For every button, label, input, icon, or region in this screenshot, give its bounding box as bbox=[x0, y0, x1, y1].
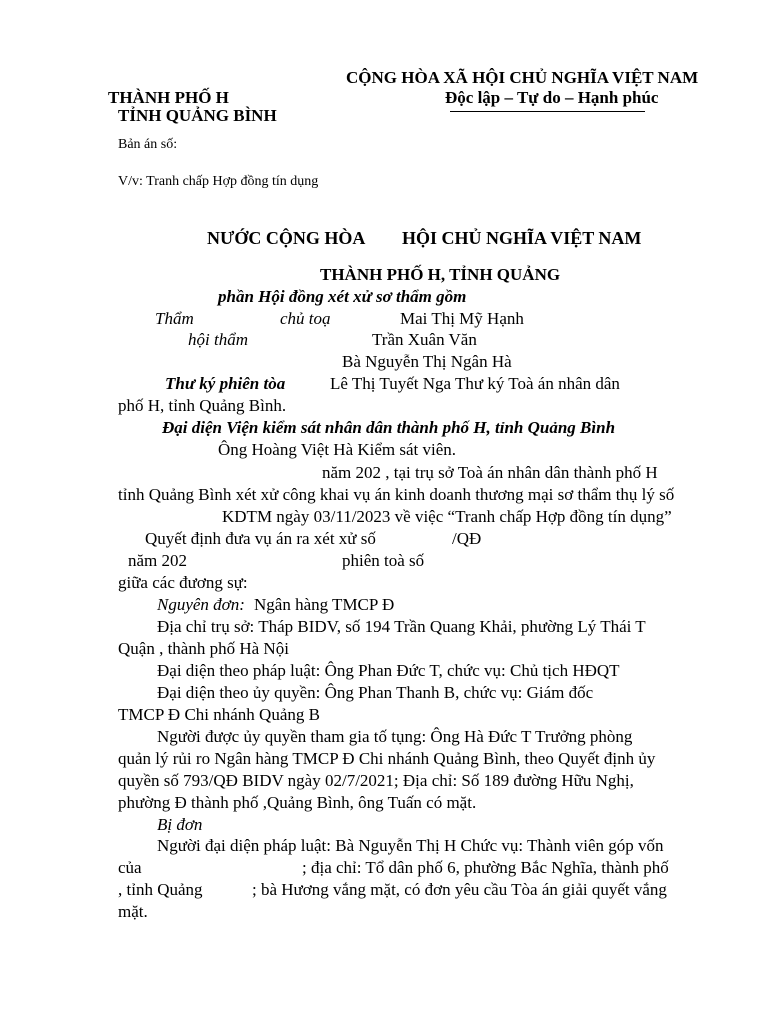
defendant-province: , tỉnh Quảng bbox=[118, 880, 203, 899]
procuracy-heading: Đại diện Viện kiểm sát nhân dân thành phố H, tỉnh Quảng Bình bbox=[162, 418, 616, 437]
defendant-address: ; địa chỉ: Tổ dân phố 6, phường Bắc Nghĩa, thành phố bbox=[302, 858, 669, 877]
judge-label-2: chủ toạ bbox=[280, 309, 331, 328]
plaintiff-address-cont: Quận , thành phố Hà Nội bbox=[118, 639, 289, 658]
assessor-name-1: Trần Xuân Văn bbox=[372, 330, 477, 349]
defendant-label: Bị đơn bbox=[157, 815, 203, 834]
clerk-name: Lê Thị Tuyết Nga Thư ký Toà án nhân dân bbox=[330, 374, 620, 393]
trial-decision-label: Quyết định đưa vụ án ra xét xử số bbox=[145, 529, 376, 548]
authorized-participant: Người được ủy quyền tham gia tố tụng: Ông Hà Đức T Trưởng phòng bbox=[157, 727, 633, 746]
defendant-absence: ; bà Hương vắng mặt, có đơn yêu cầu Tòa án giải quyết vắng bbox=[252, 880, 667, 899]
clerk-label: Thư ký phiên tòa bbox=[165, 374, 286, 393]
case-registration: KDTM ngày 03/11/2023 về việc “Tranh chấp Hợp đồng tín dụng” bbox=[222, 507, 672, 526]
court-name-line2: TỈNH QUẢNG BÌNH bbox=[118, 106, 277, 125]
defendant-absence-cont: mặt. bbox=[118, 902, 148, 921]
motto-underline bbox=[450, 111, 645, 112]
title-part2: HỘI CHỦ NGHĨA VIỆT NAM bbox=[402, 228, 642, 248]
court-name-line1: THÀNH PHỐ H bbox=[108, 88, 229, 107]
plaintiff-label: Nguyên đơn: bbox=[157, 595, 245, 614]
plaintiff-address: Địa chỉ trụ sở: Tháp BIDV, số 194 Trần Quang Khải, phường Lý Thái T bbox=[157, 617, 646, 636]
hearing-date-line: năm 202 , tại trụ sở Toà án nhân dân thành phố H bbox=[322, 463, 658, 482]
authorized-participant-cont3: phường Đ thành phố ,Quảng Bình, ông Tuấn có mặt. bbox=[118, 793, 477, 812]
panel-heading: phần Hội đồng xét xử sơ thẩm gồm bbox=[218, 287, 467, 306]
assessor-label: hội thẩm bbox=[188, 330, 248, 349]
judgment-number-label: Bản án số: bbox=[118, 137, 178, 152]
defendant-of-label: của bbox=[118, 858, 142, 877]
hearing-description: tỉnh Quảng Bình xét xử công khai vụ án kinh doanh thương mại sơ thẩm thụ lý số bbox=[118, 485, 675, 504]
judge-label-1: Thẩm bbox=[155, 309, 194, 328]
procuracy-representative: Ông Hoàng Việt Hà Kiểm sát viên. bbox=[218, 440, 457, 459]
legal-representative: Đại diện theo pháp luật: Ông Phan Đức T, chức vụ: Chủ tịch HĐQT bbox=[157, 661, 620, 680]
authorized-participant-cont1: quản lý rủi ro Ngân hàng TMCP Đ Chi nhánh Quảng Bình, theo Quyết định ủy bbox=[118, 749, 656, 768]
trial-decision-suffix: /QĐ bbox=[452, 529, 482, 548]
title-part1: NƯỚC CỘNG HÒA bbox=[207, 228, 366, 248]
branch-line: TMCP Đ Chi nhánh Quảng B bbox=[118, 705, 320, 724]
national-motto: Độc lập – Tự do – Hạnh phúc bbox=[445, 88, 659, 107]
parties-intro: giữa các đương sự: bbox=[118, 573, 248, 592]
defendant-representative: Người đại diện pháp luật: Bà Nguyễn Thị H Chức vụ: Thành viên góp vốn bbox=[157, 836, 664, 855]
case-subject: V/v: Tranh chấp Hợp đồng tín dụng bbox=[118, 174, 319, 189]
presiding-judge-name: Mai Thị Mỹ Hạnh bbox=[400, 309, 524, 328]
court-line: THÀNH PHỐ H, TỈNH QUẢNG bbox=[320, 265, 561, 284]
authorized-representative: Đại diện theo ủy quyền: Ông Phan Thanh B, chức vụ: Giám đốc bbox=[157, 683, 594, 702]
national-title: CỘNG HÒA XÃ HỘI CHỦ NGHĨA VIỆT NAM bbox=[346, 68, 699, 87]
hearing-number-label: phiên toà số bbox=[342, 551, 425, 570]
clerk-location: phố H, tỉnh Quảng Bình. bbox=[118, 396, 287, 415]
trial-year: năm 202 bbox=[128, 551, 188, 570]
plaintiff-name: Ngân hàng TMCP Đ bbox=[254, 595, 395, 614]
assessor-name-2: Bà Nguyễn Thị Ngân Hà bbox=[342, 352, 512, 371]
authorized-participant-cont2: quyền số 793/QĐ BIDV ngày 02/7/2021; Địa chỉ: Số 189 đường Hữu Nghị, bbox=[118, 771, 634, 790]
